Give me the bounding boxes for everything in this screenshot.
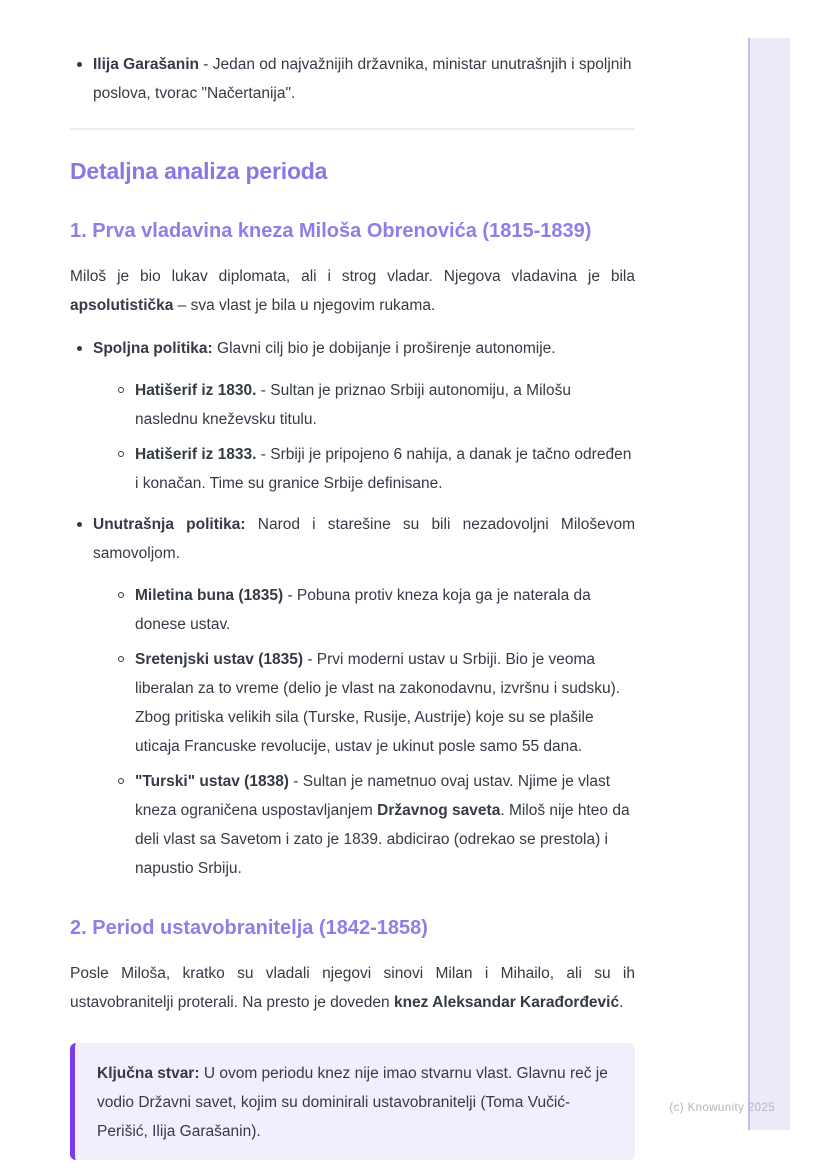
list-item	[70, 510, 635, 883]
list-item	[114, 767, 635, 883]
list-item-text: Hatišerif iz 1833. - Srbiji je pripojeno 6 nahija, a danak je tačno određen i konačan. Time su granice Srbije definisane.	[135, 446, 632, 492]
list-item	[114, 440, 635, 498]
list-item-text: Hatišerif iz 1830. - Sultan je priznao Srbiji autonomiju, a Milošu naslednu kneževsku titulu.	[135, 382, 571, 428]
list-item-text: Unutrašnja politika: Narod i starešine su bili nezadovoljni Miloševom samovoljom.	[93, 516, 636, 562]
sub-bullet-list	[93, 581, 635, 883]
list-item	[70, 50, 635, 108]
scrollbar-track[interactable]	[748, 38, 790, 1130]
list-item	[114, 376, 635, 434]
paragraph: Posle Miloša, kratko su vladali njegovi sinovi Milan i Mihailo, ali su ih ustavobranitelji proterali. Na presto je doveden knez Aleksandar Karađorđević.	[70, 965, 635, 1011]
list-item-text: Sretenjski ustav (1835) - Prvi moderni ustav u Srbiji. Bio je veoma liberalan za to vreme (delio je vlast na zakonodavnu, izvršnu i sudsku). Zbog pritiska velikih sila (Turske, Rusije, Austrije) koje su se plašile uticaja Francuske revolucije, ustav je ukinut posle samo 55 dana.	[135, 651, 621, 755]
divider	[70, 128, 635, 130]
list-item	[114, 645, 635, 761]
page-title: Detaljna analiza perioda	[70, 158, 328, 184]
copyright-footer: (c) Knowunity 2025	[669, 1102, 775, 1114]
list-item	[70, 334, 635, 498]
list-item	[114, 581, 635, 639]
bullet-list	[70, 334, 635, 883]
list-item-text: Spoljna politika: Glavni cilj bio je dobijanje i proširenje autonomije.	[93, 340, 556, 357]
subsection-heading-2: 2. Period ustavobranitelja (1842-1858)	[70, 917, 428, 939]
list-item-text: "Turski" ustav (1838) - Sultan je nametnuo ovaj ustav. Njime je vlast kneza ograničena uspostavljanjem Državnog saveta. Miloš nije hteo da deli vlast sa Savetom i zato je 1839. abdicirao (odrekao se prestola) i napustio Srbiju.	[135, 773, 630, 877]
callout-box	[70, 1043, 635, 1160]
list-item-text: Ilija Garašanin - Jedan od najvažnijih državnika, ministar unutrašnjih i spoljnih poslova, tvorac "Načertanija".	[93, 56, 632, 102]
sub-bullet-list	[93, 376, 635, 498]
callout-text: Ključna stvar: U ovom periodu knez nije imao stvarnu vlast. Glavnu reč je vodio Državni savet, kojim su dominirali ustavobranitelji (Toma Vučić-Perišić, Ilija Garašanin).	[97, 1065, 608, 1140]
subsection-heading-1: 1. Prva vladavina kneza Miloša Obrenovića (1815-1839)	[70, 220, 592, 242]
document-page	[70, 36, 635, 1160]
list-item-text: Miletina buna (1835) - Pobuna protiv kneza koja ga je naterala da donese ustav.	[135, 587, 591, 633]
paragraph: Miloš je bio lukav diplomata, ali i strog vladar. Njegova vladavina je bila apsolutistička – sva vlast je bila u njegovim rukama.	[70, 268, 635, 314]
intro-bullet-list	[70, 50, 635, 108]
